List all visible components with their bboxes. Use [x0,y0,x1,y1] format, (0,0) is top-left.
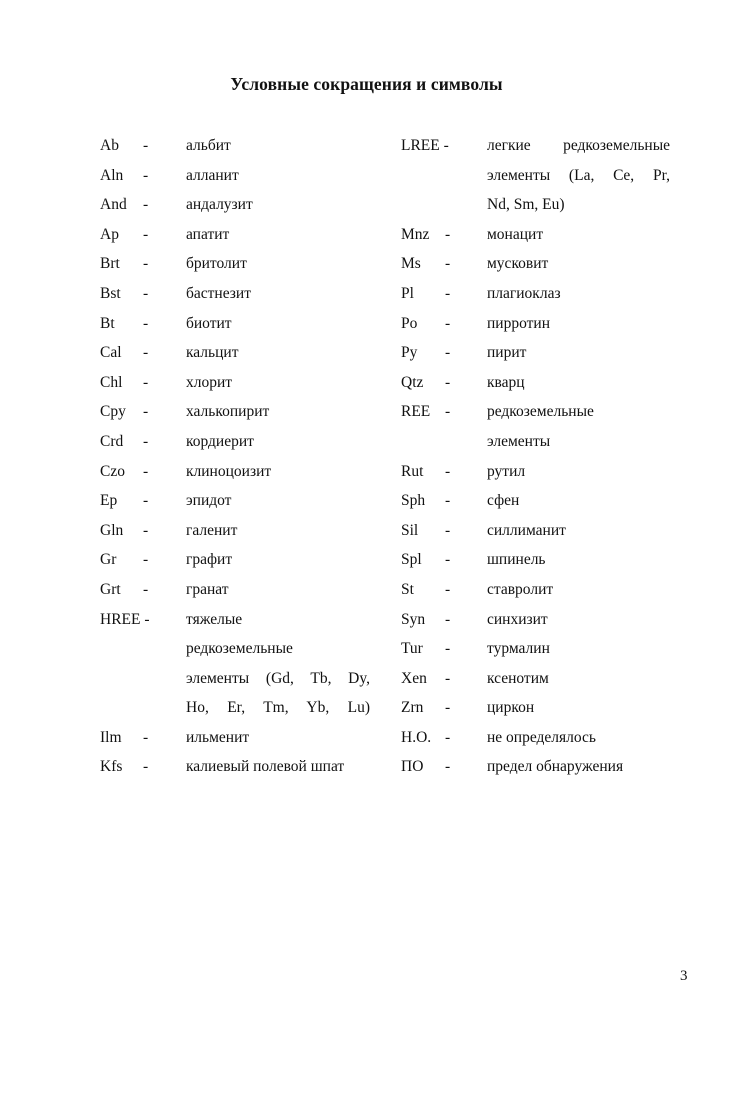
abbreviation-meaning: пирит [487,344,527,362]
abbreviation-meaning: апатит [186,225,230,243]
abbreviation-dash: - [143,284,149,302]
abbreviation-dash: - [445,492,451,510]
abbreviation-entry [100,309,380,339]
abbreviation-meaning: галенит [186,521,238,539]
abbreviation-dash: - [143,314,149,332]
abbreviation-code: Kfs [100,758,123,776]
abbreviation-meaning: графит [186,551,233,569]
abbreviation-dash: - [143,728,149,746]
abbreviation-entry [100,545,380,575]
abbreviation-code: Ab [100,137,119,154]
abbreviation-meaning: синхизит [487,610,548,628]
abbreviation-dash: - [143,580,149,598]
abbreviation-dash: - [143,758,149,776]
abbreviation-entry-continuation [100,664,380,694]
abbreviation-meaning: силлиманит [487,521,566,539]
abbreviation-meaning: сфен [487,492,520,510]
abbreviation-entry [100,131,380,161]
abbreviation-dash: - [143,521,149,539]
abbreviation-code: Tur [401,640,423,658]
abbreviation-dash: - [445,640,451,658]
abbreviation-entry [401,368,681,398]
abbreviation-code: Pl [401,284,414,302]
abbreviation-dash: - [445,225,451,243]
abbreviation-entry [100,249,380,279]
abbreviation-entry [100,220,380,250]
abbreviation-entry-continuation [401,161,681,191]
abbreviation-entry [401,397,681,427]
abbreviation-code: Gln [100,521,124,539]
abbreviation-meaning: плагиоклаз [487,284,561,302]
abbreviation-entry [401,338,681,368]
abbreviation-dash: - [143,403,149,421]
abbreviation-code: Aln [100,166,124,184]
abbreviation-code: And [100,196,127,214]
abbreviation-entry [100,752,380,782]
abbreviation-meaning: Ho, Er, Tm, Yb, Lu) [186,699,370,717]
abbreviation-entry-continuation [100,693,380,723]
abbreviation-meaning: ставролит [487,580,554,598]
abbreviation-code: HREE - [100,610,150,628]
abbreviation-entry [401,752,681,782]
abbreviation-meaning: легкие редкоземельные [487,137,670,154]
abbreviation-meaning: тяжелые [186,610,243,628]
abbreviation-entry-continuation [401,427,681,457]
abbreviations-right-column [401,131,681,782]
abbreviation-dash: - [445,255,451,273]
abbreviation-entry [100,575,380,605]
abbreviation-meaning: пирротин [487,314,550,332]
abbreviation-dash: - [143,344,149,362]
abbreviation-dash: - [143,137,149,154]
abbreviation-dash: - [143,462,149,480]
abbreviation-dash: - [143,373,149,391]
abbreviation-meaning: рутил [487,462,526,480]
abbreviation-entry [401,249,681,279]
abbreviation-entry-continuation [100,634,380,664]
abbreviation-code: Brt [100,255,120,273]
abbreviation-dash: - [445,403,451,421]
abbreviation-meaning: мусковит [487,255,549,273]
abbreviation-dash: - [143,225,149,243]
abbreviation-meaning: редкоземельные [186,640,293,658]
abbreviation-meaning: андалузит [186,196,253,214]
abbreviation-code: Po [401,314,418,332]
abbreviation-meaning: алланит [186,166,239,184]
abbreviation-dash: - [445,373,451,391]
abbreviation-entry [401,279,681,309]
abbreviation-dash: - [143,492,149,510]
abbreviation-meaning: редкоземельные [487,403,594,421]
abbreviation-dash: - [143,196,149,214]
abbreviation-code: Qtz [401,373,424,391]
abbreviation-entry [401,605,681,635]
abbreviation-meaning: гранат [186,580,229,598]
abbreviation-code: Ap [100,225,119,243]
abbreviation-meaning: клиноцоизит [186,462,272,480]
abbreviation-code: ПО [401,758,424,776]
abbreviation-meaning: калиевый полевой шпат [186,758,345,776]
abbreviation-dash: - [445,551,451,569]
abbreviation-code: Czo [100,462,125,480]
abbreviation-entry [100,368,380,398]
abbreviation-meaning: хлорит [186,373,233,391]
abbreviation-meaning: циркон [487,699,535,717]
abbreviation-entry [100,516,380,546]
abbreviation-dash: - [445,669,451,687]
abbreviation-code: Mnz [401,225,430,243]
abbreviation-code: Cpy [100,403,126,421]
abbreviation-code: Bst [100,284,121,302]
abbreviation-dash: - [445,610,451,628]
abbreviation-meaning: не определялось [487,728,596,746]
abbreviation-entry [100,723,380,753]
abbreviation-meaning: бритолит [186,255,247,273]
abbreviation-dash: - [445,521,451,539]
abbreviation-meaning: бастнезит [186,284,251,302]
abbreviation-entry [100,457,380,487]
abbreviation-code: Sph [401,492,426,510]
abbreviation-meaning: кварц [487,373,525,391]
abbreviation-entry [401,575,681,605]
abbreviation-entry [100,338,380,368]
abbreviation-code: Syn [401,610,426,628]
abbreviation-code: Ms [401,255,421,273]
abbreviation-code: Crd [100,432,124,450]
abbreviation-dash: - [143,166,149,184]
page-title: Условные сокращения и символы [230,74,503,94]
abbreviation-entry [401,545,681,575]
abbreviation-meaning: эпидот [186,492,232,510]
page-number: 3 [680,968,688,984]
abbreviation-dash: - [445,728,451,746]
abbreviation-code: Bt [100,314,115,332]
abbreviation-code: Sil [401,521,419,539]
abbreviation-dash: - [445,580,451,598]
abbreviation-code: LREE - [401,137,449,154]
abbreviation-code: Gr [100,551,117,569]
abbreviation-code: Ep [100,492,118,510]
abbreviation-meaning: элементы (Gd, Tb, Dy, [186,669,370,687]
abbreviation-dash: - [143,551,149,569]
abbreviation-meaning: халькопирит [186,403,270,421]
abbreviation-meaning: элементы (La, Ce, Pr, [487,166,670,184]
abbreviation-meaning: биотит [186,314,232,332]
abbreviation-entry [100,486,380,516]
abbreviation-meaning: ильменит [186,728,250,746]
abbreviation-code: Grt [100,580,121,598]
abbreviation-dash: - [445,344,451,362]
abbreviation-entry [100,190,380,220]
abbreviation-meaning: кордиерит [186,432,254,450]
abbreviation-entry [100,161,380,191]
abbreviation-code: Н.О. [401,728,432,746]
abbreviation-meaning: турмалин [487,640,550,658]
abbreviation-entry [100,279,380,309]
abbreviation-entry [401,457,681,487]
abbreviation-entry [401,664,681,694]
abbreviation-meaning: кальцит [186,344,239,362]
abbreviation-meaning: альбит [186,137,231,154]
abbreviation-entry-continuation [401,190,681,220]
abbreviation-code: Rut [401,462,424,480]
abbreviation-dash: - [445,462,451,480]
abbreviation-code: Cal [100,344,122,362]
abbreviation-code: REE [401,403,431,421]
abbreviation-code: Zrn [401,699,424,717]
abbreviation-code: Py [401,344,418,362]
abbreviation-code: Xen [401,669,427,687]
abbreviation-code: Spl [401,551,422,569]
abbreviation-dash: - [143,255,149,273]
abbreviation-entry [100,427,380,457]
abbreviation-entry [401,486,681,516]
abbreviation-meaning: шпинель [487,551,546,569]
abbreviation-entry [100,397,380,427]
abbreviation-meaning: предел обнаружения [487,758,624,776]
abbreviation-entry [401,131,681,161]
abbreviation-entry [401,634,681,664]
abbreviation-entry [100,605,380,635]
abbreviation-meaning: элементы [487,432,551,450]
abbreviation-code: St [401,580,414,598]
abbreviation-meaning: монацит [487,225,544,243]
abbreviations-left-column [100,131,380,782]
abbreviation-dash: - [445,758,451,776]
abbreviation-entry [401,220,681,250]
abbreviation-entry [401,309,681,339]
abbreviation-dash: - [445,284,451,302]
abbreviation-meaning: ксенотим [487,669,549,687]
abbreviation-dash: - [143,432,149,450]
abbreviation-code: Chl [100,373,123,391]
abbreviation-entry [401,693,681,723]
abbreviation-meaning: Nd, Sm, Eu) [487,196,565,214]
abbreviation-dash: - [445,314,451,332]
abbreviation-dash: - [445,699,451,717]
abbreviation-entry [401,723,681,753]
abbreviation-code: Ilm [100,728,122,746]
abbreviation-entry [401,516,681,546]
